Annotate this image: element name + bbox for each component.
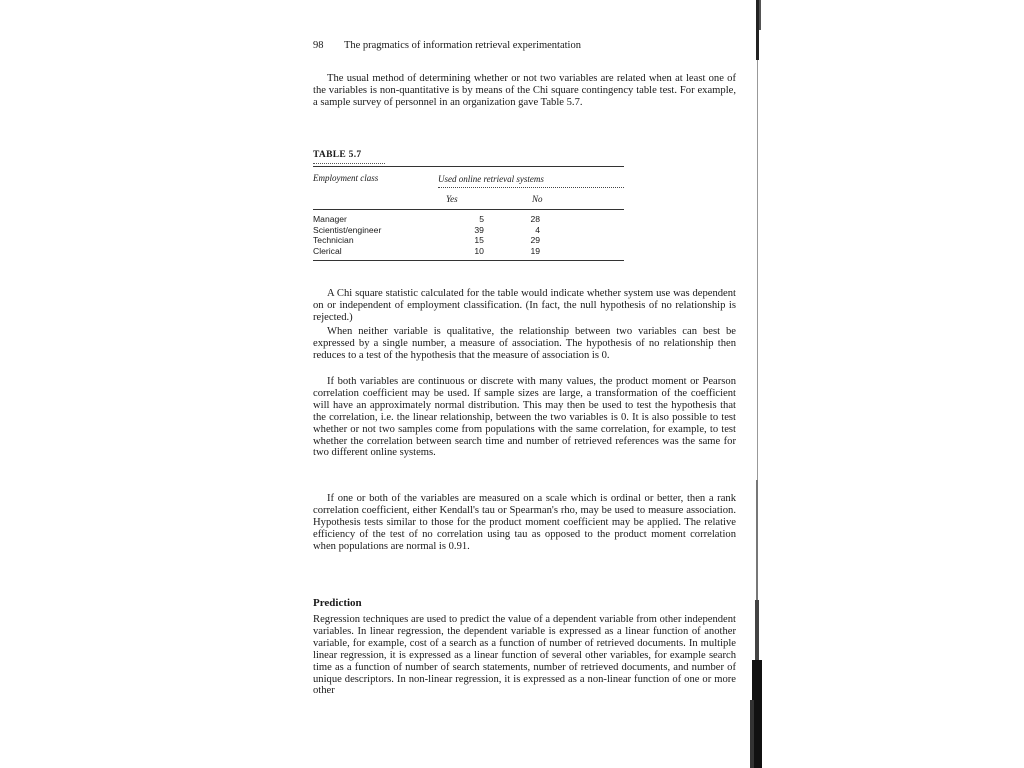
row-label: Manager [313,214,347,224]
row-label: Technician [313,235,354,245]
cell-no: 19 [530,245,540,256]
table-group-rule [438,187,624,188]
cell-no: 29 [530,235,540,245]
row-label: Clerical [313,245,342,256]
running-title: The pragmatics of information retrieval experimentation [343,40,581,51]
table-top-rule [313,166,624,167]
table-row-header: Employment class [313,173,379,183]
table-bottom-rule [313,260,624,261]
table-row [313,235,624,246]
body-paragraph: A Chi square statistic calculated for the table would indicate whether system use was dependent on or independent of employment classification. (In fact, the null hypothesis of no relationship is rejected.) [313,288,736,323]
table-column-yes: Yes [446,194,458,204]
table-title-rule [313,163,385,164]
table-row [313,214,624,225]
row-label: Scientist/engineer [313,224,382,235]
table-row [313,246,624,257]
cell-yes: 15 [474,235,484,245]
cell-no: 28 [530,214,540,224]
section-paragraph: Regression techniques are used to predict the value of a dependent variable from other independent variables. In linear regression, the dependent variable is expressed as a linear function of another variable, for example, cost of a search as a function of number of retrieved documents. In multiple linear regression, it is expressed as a linear function of several other variables, for example search time as a function of number of search statements, number of retrieved documents, and number of unique descriptors. In non-linear regression, it is expressed as a non-linear function of one or more other [313,614,736,697]
table-title: TABLE 5.7 [313,150,362,160]
intro-paragraph: The usual method of determining whether or not two variables are related when at least one of the variables is non-quantitative is by means of the Chi square contingency table test. For example, a sample survey of personnel in an organization gave Table 5.7. [313,73,736,108]
contingency-table [313,214,624,256]
running-head [313,40,733,51]
cell-yes: 39 [474,224,484,235]
table-column-group: Used online retrieval systems [438,174,544,184]
body-paragraph: When neither variable is qualitative, the relationship between two variables can best be expressed by a single number, a measure of association. The hypothesis of no relationship then reduces to a test of the hypothesis that the measure of association is 0. [313,326,736,361]
body-paragraph: If both variables are continuous or discrete with many values, the product moment or Pearson correlation coefficient may be used. If sample sizes are large, a transformation of the coefficient will have an approximately normal distribution. This may then be used to test the hypothesis that the correlation, i.e. the linear relationship, between the two variables is 0. It is also possible to test whether or not two samples come from populations with the same correlation, for example, to test whether the correlation between search time and number of retrieved references was the same for two different online systems. [313,376,736,459]
page-number: 98 [313,40,324,51]
table-row [313,225,624,236]
table-header-rule [313,209,624,210]
scan-edge-artifact [742,0,772,768]
cell-yes: 5 [479,214,484,224]
section-heading: Prediction [313,597,362,609]
cell-yes: 10 [474,245,484,256]
table-column-no: No [532,194,543,204]
body-paragraph: If one or both of the variables are measured on a scale which is ordinal or better, then a rank correlation coefficient, either Kendall's tau or Spearman's rho, may be used to measure association. Hypothesis tests similar to those for the product moment coefficient may be applied. The relative efficiency of the test of no correlation using tau as opposed to the product moment correlation when populations are normal is 0.91. [313,493,736,552]
cell-no: 4 [535,224,540,235]
